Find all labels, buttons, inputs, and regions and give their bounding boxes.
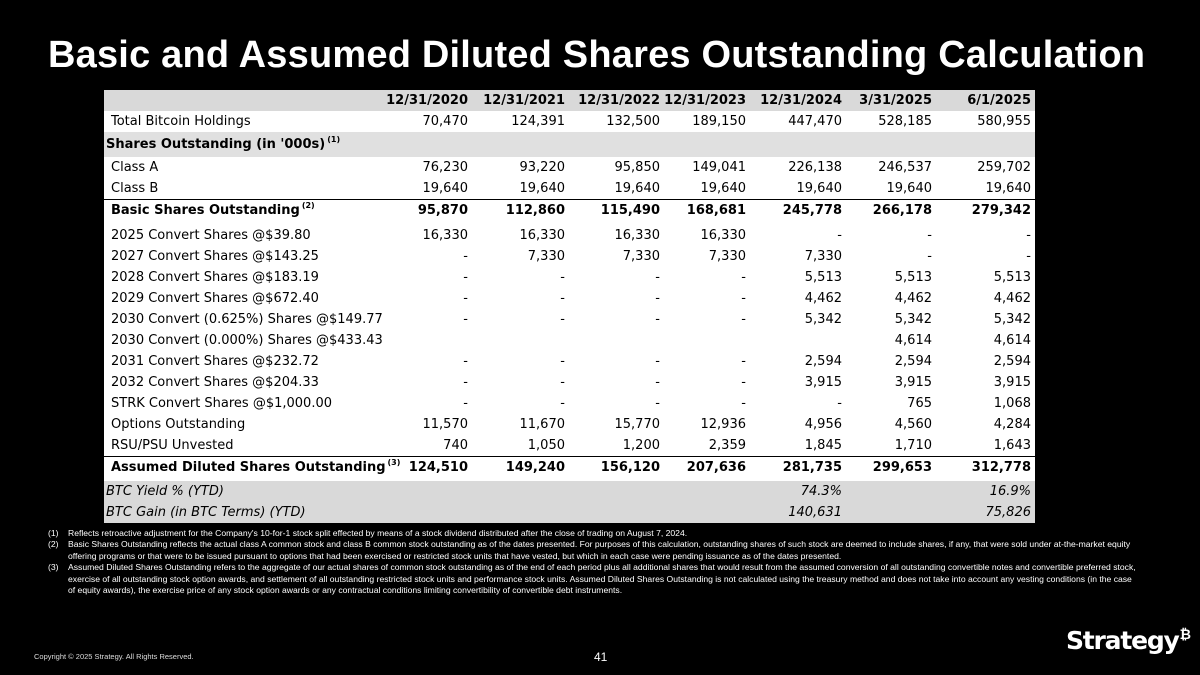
row-label [104, 137, 366, 152]
row-label [104, 249, 366, 264]
value-cell: 189,150 [692, 114, 746, 129]
footnote-number: (3) [48, 562, 59, 573]
value-cell: - [655, 396, 660, 411]
value-cell: 12/31/2022 [578, 93, 660, 108]
value-cell: - [463, 291, 468, 306]
value-cell: 12/31/2021 [483, 93, 565, 108]
value-cell: 1,643 [993, 438, 1031, 453]
value-cell: 19,640 [886, 181, 932, 196]
value-cell: 740 [443, 438, 468, 453]
value-cell: 16,330 [700, 228, 746, 243]
footnote-text: Reflects retroactive adjustment for the Company's 10-for-1 stock split effected by means of a stock dividend distributed after the close of trading on August 7, 2024. [68, 528, 688, 538]
value-cell: 124,391 [511, 114, 565, 129]
row-label-text: 2031 Convert Shares @$232.72 [111, 354, 319, 369]
value-cell: 266,178 [872, 203, 932, 218]
value-cell: 4,462 [894, 291, 932, 306]
value-cell: 132,500 [606, 114, 660, 129]
value-cell: 70,470 [422, 114, 468, 129]
row-convert [104, 225, 1035, 246]
row-label [104, 291, 366, 306]
value-cell: 5,513 [894, 270, 932, 285]
row-label-text: 2030 Convert (0.000%) Shares @$433.43 [111, 333, 383, 348]
value-cell: 5,513 [804, 270, 842, 285]
value-cell: - [463, 354, 468, 369]
row-label-text: 2028 Convert Shares @$183.19 [111, 270, 319, 285]
value-cell: 2,359 [708, 438, 746, 453]
footnotes [48, 528, 1138, 596]
row-label [104, 375, 366, 390]
row-convert [104, 393, 1035, 414]
value-cell: 115,490 [600, 203, 660, 218]
value-cell: - [560, 375, 565, 390]
footnote-text: Assumed Diluted Shares Outstanding refers to the aggregate of our actual shares of common stock outstanding as of the end of each period plus all additional shares that would result from the assumed conversion of all outstanding convertible notes and convertible preferred stock, exercise of all outstanding stock option awards, and settlement of all outstanding restricted stock units and performance stock units. Assumed Diluted Shares Outstanding is not calculated using the treasury method and does not take into account any vesting conditions (in the case of equity awards), the exercise price of any stock option awards or any contractual conditions limiting convertibility of convertible debt instruments. [68, 562, 1136, 596]
row-basic-shares [104, 199, 1035, 221]
value-cell: - [837, 228, 842, 243]
value-cell: 447,470 [788, 114, 842, 129]
value-cell: - [1026, 228, 1031, 243]
footnote-ref: (2) [301, 201, 315, 210]
row-label-text: 2032 Convert Shares @$204.33 [111, 375, 319, 390]
row-convert [104, 372, 1035, 393]
row-convert [104, 288, 1035, 309]
row-label-text: BTC Gain (in BTC Terms) (YTD) [106, 505, 306, 520]
row-convert [104, 414, 1035, 435]
value-cell: 279,342 [971, 203, 1031, 218]
strategy-logo [1066, 626, 1191, 655]
value-cell: 259,702 [977, 160, 1031, 175]
copyright-text: Copyright © 2025 Strategy. All Rights Reserved. [34, 652, 194, 661]
value-cell: 3,915 [894, 375, 932, 390]
value-cell: 12,936 [700, 417, 746, 432]
footnote [48, 562, 1138, 596]
page-number: 41 [594, 650, 608, 664]
row-label-text: 2027 Convert Shares @$143.25 [111, 249, 319, 264]
row-label [104, 458, 401, 475]
row-label [104, 354, 366, 369]
row-label-text: 2025 Convert Shares @$39.80 [111, 228, 311, 243]
value-cell: 528,185 [878, 114, 932, 129]
value-cell: 15,770 [614, 417, 660, 432]
value-cell: 2,594 [804, 354, 842, 369]
value-cell: 3,915 [993, 375, 1031, 390]
value-cell: 6/1/2025 [967, 93, 1031, 108]
row-label [104, 160, 366, 175]
value-cell: - [463, 249, 468, 264]
value-cell: 1,845 [804, 438, 842, 453]
value-cell: 281,735 [782, 460, 842, 475]
footnote-ref: (1) [327, 135, 341, 144]
value-cell: 207,636 [686, 460, 746, 475]
shares-table [104, 90, 1035, 523]
value-cell: 19,640 [614, 181, 660, 196]
value-cell: 11,570 [422, 417, 468, 432]
value-cell: 246,537 [878, 160, 932, 175]
row-label-text: 2029 Convert Shares @$672.40 [111, 291, 319, 306]
row-label-text: RSU/PSU Unvested [111, 438, 234, 453]
value-cell: - [655, 291, 660, 306]
row-label [104, 312, 383, 327]
bitcoin-icon: ₿ [1179, 627, 1192, 643]
value-cell: - [655, 354, 660, 369]
row-label [104, 203, 366, 218]
value-cell: - [741, 375, 746, 390]
value-cell: 76,230 [422, 160, 468, 175]
row-convert [104, 267, 1035, 288]
value-cell: - [655, 375, 660, 390]
row-convert [104, 351, 1035, 372]
row-label-text: Class B [111, 181, 159, 196]
row-btc-gain [104, 502, 1035, 523]
value-cell: 245,778 [782, 203, 842, 218]
value-cell: 19,640 [985, 181, 1031, 196]
footnote-ref: (3) [387, 458, 401, 467]
value-cell: 1,200 [622, 438, 660, 453]
row-convert [104, 309, 1035, 330]
value-cell: 95,850 [614, 160, 660, 175]
value-cell: 16,330 [422, 228, 468, 243]
value-cell: 75,826 [985, 505, 1031, 520]
value-cell: 95,870 [417, 203, 468, 218]
row-label [104, 438, 366, 453]
value-cell: 16.9% [989, 484, 1031, 499]
value-cell: - [837, 396, 842, 411]
value-cell: - [560, 396, 565, 411]
value-cell: - [560, 354, 565, 369]
value-cell: - [655, 312, 660, 327]
value-cell: 765 [907, 396, 932, 411]
footnote [48, 539, 1138, 562]
value-cell: 2,594 [894, 354, 932, 369]
value-cell: 4,462 [993, 291, 1031, 306]
value-cell: 168,681 [686, 203, 746, 218]
row-label [104, 417, 366, 432]
footnote-text: Basic Shares Outstanding reflects the actual class A common stock and class B common stock outstanding as of the dates presented. For purposes of this calculation, outstanding shares of such stock are deemed to include shares, if any, that were sold under at-the-market equity offering programs or that were to be issued pursuant to options that had been exercised or restricted stock units that have vested, but which in each case were pending issuance as of the dates presented. [68, 539, 1131, 561]
value-cell: 4,614 [993, 333, 1031, 348]
value-cell: 16,330 [614, 228, 660, 243]
value-cell: - [1026, 249, 1031, 264]
value-cell: - [560, 291, 565, 306]
value-cell: 299,653 [872, 460, 932, 475]
value-cell: 7,330 [527, 249, 565, 264]
row-label-text: 2030 Convert (0.625%) Shares @$149.77 [111, 312, 383, 327]
row-label [104, 270, 366, 285]
value-cell: 2,594 [993, 354, 1031, 369]
value-cell: 74.3% [800, 484, 842, 499]
value-cell: 12/31/2020 [386, 93, 468, 108]
row-label-text: Options Outstanding [111, 417, 246, 432]
footnote [48, 528, 1138, 539]
value-cell: - [463, 312, 468, 327]
value-cell: 16,330 [519, 228, 565, 243]
value-cell: 1,710 [894, 438, 932, 453]
value-cell: 7,330 [804, 249, 842, 264]
value-cell: 156,120 [600, 460, 660, 475]
value-cell: 1,068 [993, 396, 1031, 411]
row-label-text: Shares Outstanding (in '000s) [106, 137, 326, 152]
value-cell: - [741, 396, 746, 411]
header-row [104, 90, 1035, 111]
row-label-text: Assumed Diluted Shares Outstanding [111, 460, 386, 475]
row-label-text: STRK Convert Shares @$1,000.00 [111, 396, 332, 411]
section-shares-outstanding [104, 132, 1035, 157]
value-cell: 4,462 [804, 291, 842, 306]
value-cell: 5,342 [804, 312, 842, 327]
row-btc-yield [104, 481, 1035, 502]
footnote-number: (2) [48, 539, 59, 550]
row-label [104, 228, 366, 243]
row-convert [104, 330, 1035, 351]
value-cell: 149,041 [692, 160, 746, 175]
value-cell: 19,640 [700, 181, 746, 196]
value-cell: - [560, 312, 565, 327]
value-cell: 4,284 [993, 417, 1031, 432]
value-cell: 4,560 [894, 417, 932, 432]
value-cell: 93,220 [519, 160, 565, 175]
value-cell: 4,956 [804, 417, 842, 432]
value-cell: 1,050 [527, 438, 565, 453]
row-label [104, 396, 366, 411]
value-cell: 5,342 [894, 312, 932, 327]
row-label [104, 484, 366, 499]
value-cell: - [741, 312, 746, 327]
value-cell: - [741, 354, 746, 369]
value-cell: 3/31/2025 [859, 93, 932, 108]
value-cell: 7,330 [708, 249, 746, 264]
row-diluted-shares [104, 456, 1035, 478]
value-cell: 4,614 [894, 333, 932, 348]
page-title: Basic and Assumed Diluted Shares Outstanding Calculation [48, 34, 1146, 76]
value-cell: 11,670 [519, 417, 565, 432]
row-label [104, 333, 383, 348]
value-cell: 5,513 [993, 270, 1031, 285]
row-label [104, 505, 366, 520]
value-cell: - [927, 249, 932, 264]
value-cell: 7,330 [622, 249, 660, 264]
row-label-text: Class A [111, 160, 159, 175]
value-cell: 19,640 [796, 181, 842, 196]
row-label-text: Total Bitcoin Holdings [111, 114, 251, 129]
row-convert [104, 246, 1035, 267]
value-cell: - [741, 270, 746, 285]
value-cell: 312,778 [971, 460, 1031, 475]
value-cell: 3,915 [804, 375, 842, 390]
row-class-b [104, 178, 1035, 199]
value-cell: 12/31/2023 [664, 93, 746, 108]
value-cell: - [560, 270, 565, 285]
row-label-text: Basic Shares Outstanding [111, 203, 300, 218]
value-cell: 12/31/2024 [760, 93, 842, 108]
value-cell: - [655, 270, 660, 285]
row-label [104, 181, 366, 196]
value-cell: 226,138 [788, 160, 842, 175]
value-cell: 124,510 [408, 460, 468, 475]
value-cell: - [927, 228, 932, 243]
value-cell: 149,240 [505, 460, 565, 475]
value-cell: - [463, 396, 468, 411]
value-cell: 112,860 [505, 203, 565, 218]
row-label-text: BTC Yield % (YTD) [106, 484, 224, 499]
value-cell: - [741, 291, 746, 306]
logo-wordmark: Strategy [1066, 626, 1179, 655]
footnote-number: (1) [48, 528, 59, 538]
row-total-bitcoin [104, 111, 1035, 132]
value-cell: 19,640 [422, 181, 468, 196]
value-cell: 140,631 [788, 505, 842, 520]
value-cell: - [463, 270, 468, 285]
value-cell: 580,955 [977, 114, 1031, 129]
row-convert [104, 435, 1035, 456]
value-cell: 19,640 [519, 181, 565, 196]
row-class-a [104, 157, 1035, 178]
row-label [104, 114, 366, 129]
value-cell: 5,342 [993, 312, 1031, 327]
value-cell: - [463, 375, 468, 390]
